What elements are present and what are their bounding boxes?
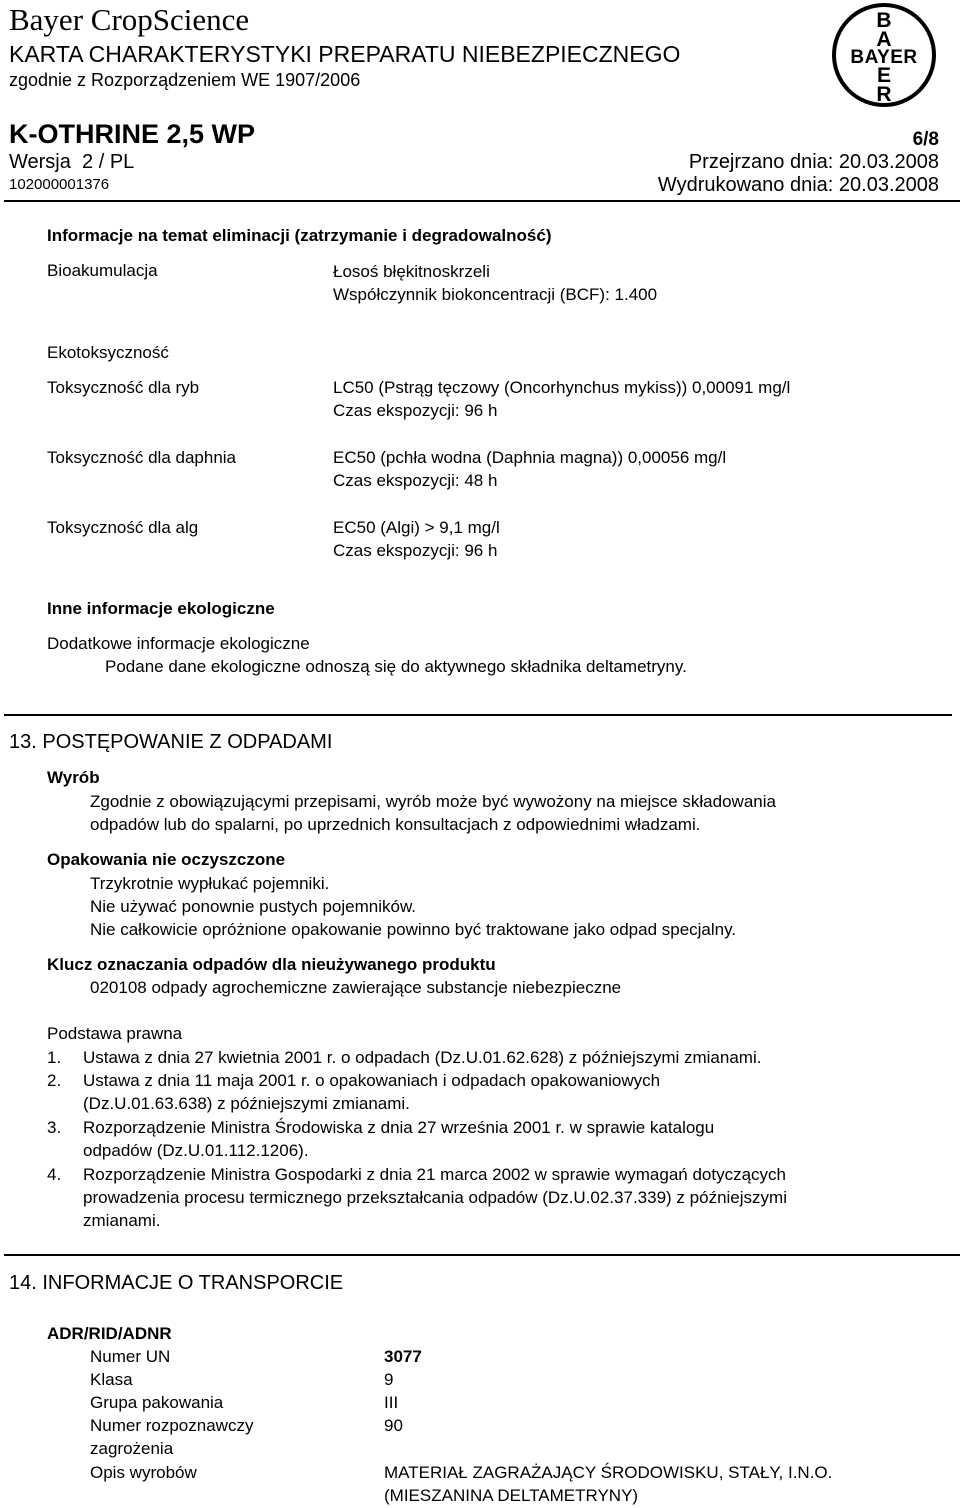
packaging-line-2: Nie używać ponownie pustych pojemników. — [90, 897, 417, 916]
tox-daphnia-label: Toksyczność dla daphnia — [47, 448, 237, 467]
bioaccumulation-species: Łosoś błękitnoskrzeli — [333, 262, 490, 281]
tox-fish-exposure: Czas ekspozycji: 96 h — [333, 401, 498, 420]
version-separator: / — [98, 151, 105, 173]
printed-date: Wydrukowano dnia: 20.03.2008 — [657, 174, 939, 196]
other-eco-subtitle: Dodatkowe informacje ekologiczne — [47, 634, 310, 653]
legal-item-3-line-1: Rozporządzenie Ministra Środowiska z dnia 27 września 2001 r. w sprawie katalogu — [83, 1118, 715, 1137]
adr-title: ADR/RID/ADNR — [47, 1324, 172, 1343]
tox-algae-value: EC50 (Algi) > 9,1 mg/l — [333, 518, 500, 537]
product-disposal-line-2: odpadów lub do spalarni, po uprzednich konsultacjach z odpowiednimi władzami. — [90, 815, 701, 834]
product-description-value-line-1: MATERIAŁ ZAGRAŻAJĄCY ŚRODOWISKU, STAŁY, I.N.O. — [384, 1463, 833, 1482]
legal-item-2-line-1: Ustawa z dnia 11 maja 2001 r. o opakowaniach i odpadach opakowaniowych — [83, 1071, 661, 1090]
logo-letter-b: B — [876, 9, 892, 32]
bayer-logo — [831, 2, 937, 108]
legal-item-3-number: 3. — [47, 1118, 62, 1137]
reviewed-date: Przejrzano dnia: 20.03.2008 — [688, 151, 939, 173]
section-13-divider — [4, 714, 952, 716]
header-divider — [4, 200, 960, 202]
legal-item-4-number: 4. — [47, 1165, 62, 1184]
packaging-title: Opakowania nie oczyszczone — [47, 850, 286, 869]
regulation: zgodnie z Rozporządzeniem WE 1907/2006 — [9, 70, 361, 90]
tox-daphnia-exposure: Czas ekspozycji: 48 h — [333, 471, 498, 490]
legal-item-4-line-2: prowadzenia procesu termicznego przekształcania odpadów (Dz.U.02.37.339) z późniejszymi — [83, 1188, 787, 1207]
hazard-id-label-line-1: Numer rozpoznawczy — [90, 1416, 254, 1435]
waste-key-title: Klucz oznaczania odpadów dla nieużywanego produktu — [47, 955, 496, 974]
legal-item-4-line-1: Rozporządzenie Ministra Gospodarki z dnia 21 marca 2002 w sprawie wymagań dotyczących — [83, 1165, 787, 1184]
legal-item-1-line-1: Ustawa z dnia 27 kwietnia 2001 r. o odpadach (Dz.U.01.62.628) z późniejszymi zmianami. — [83, 1048, 762, 1067]
tox-algae-exposure: Czas ekspozycji: 96 h — [333, 541, 498, 560]
company-name: Bayer CropScience — [9, 2, 250, 37]
class-value: 9 — [384, 1370, 394, 1389]
legal-item-2-line-2: (Dz.U.01.63.638) z późniejszymi zmianami. — [83, 1094, 410, 1113]
un-number-value: 3077 — [384, 1347, 422, 1366]
version-number: 2 — [82, 151, 94, 173]
version-label: Wersja — [9, 151, 71, 173]
hazard-id-label-line-2: zagrożenia — [90, 1439, 174, 1458]
legal-item-2-number: 2. — [47, 1071, 62, 1090]
packing-group-value: III — [384, 1393, 399, 1412]
packing-group-label: Grupa pakowania — [90, 1393, 224, 1412]
other-eco-text: Podane dane ekologiczne odnoszą się do aktywnego składnika deltametryny. — [105, 657, 687, 676]
bioaccumulation-bcf: Współczynnik biokoncentracji (BCF): 1.400 — [333, 285, 658, 304]
bioaccumulation-label: Bioakumulacja — [47, 261, 158, 280]
waste-key-text: 020108 odpady agrochemiczne zawierające substancje niebezpieczne — [90, 978, 622, 997]
elimination-title: Informacje na temat eliminacji (zatrzymanie i degradowalność) — [47, 226, 552, 245]
product-disposal-line-1: Zgodnie z obowiązującymi przepisami, wyrób może być wywożony na miejsce składowania — [90, 792, 776, 811]
logo-letter-r: R — [876, 83, 892, 106]
page-number: 6/8 — [912, 129, 939, 150]
logo-word: BAYER — [850, 47, 918, 68]
tox-algae-label: Toksyczność dla alg — [47, 518, 199, 537]
logo-letter-e: E — [876, 64, 892, 87]
logo-letter-a: A — [876, 28, 892, 51]
language-code: PL — [109, 151, 135, 173]
class-label: Klasa — [90, 1370, 133, 1389]
tox-fish-value: LC50 (Pstrąg tęczowy (Oncorhynchus mykiss)) 0,00091 mg/l — [333, 378, 791, 397]
legal-item-4-line-3: zmianami. — [83, 1211, 161, 1230]
tox-daphnia-value: EC50 (pchła wodna (Daphnia magna)) 0,00056 mg/l — [333, 448, 727, 467]
section-13-title: 13. POSTĘPOWANIE Z ODPADAMI — [9, 731, 333, 753]
legal-item-3-line-2: odpadów (Dz.U.01.112.1206). — [83, 1141, 309, 1160]
document-type: KARTA CHARAKTERYSTYKI PREPARATU NIEBEZPIECZNEGO — [9, 41, 681, 67]
hazard-id-value: 90 — [384, 1416, 403, 1435]
section-14-divider — [4, 1254, 960, 1256]
packaging-line-1: Trzykrotnie wypłukać pojemniki. — [90, 874, 330, 893]
legal-basis-title: Podstawa prawna — [47, 1024, 183, 1043]
tox-fish-label: Toksyczność dla ryb — [47, 378, 200, 397]
document-number: 102000001376 — [9, 176, 110, 193]
product-description-value-line-2: (MIESZANINA DELTAMETRYNY) — [384, 1486, 639, 1505]
section-14-title: 14. INFORMACJE O TRANSPORCIE — [9, 1272, 344, 1294]
version-line — [9, 150, 134, 175]
other-eco-title: Inne informacje ekologiczne — [47, 599, 275, 618]
product-description-label: Opis wyrobów — [90, 1463, 197, 1482]
ecotoxicity-title: Ekotoksyczność — [47, 343, 169, 362]
product-disposal-title: Wyrób — [47, 768, 100, 787]
product-name: K-OTHRINE 2,5 WP — [9, 119, 256, 149]
un-number-label: Numer UN — [90, 1347, 171, 1366]
legal-item-1-number: 1. — [47, 1048, 62, 1067]
packaging-line-3: Nie całkowicie opróżnione opakowanie powinno być traktowane jako odpad specjalny. — [90, 920, 737, 939]
